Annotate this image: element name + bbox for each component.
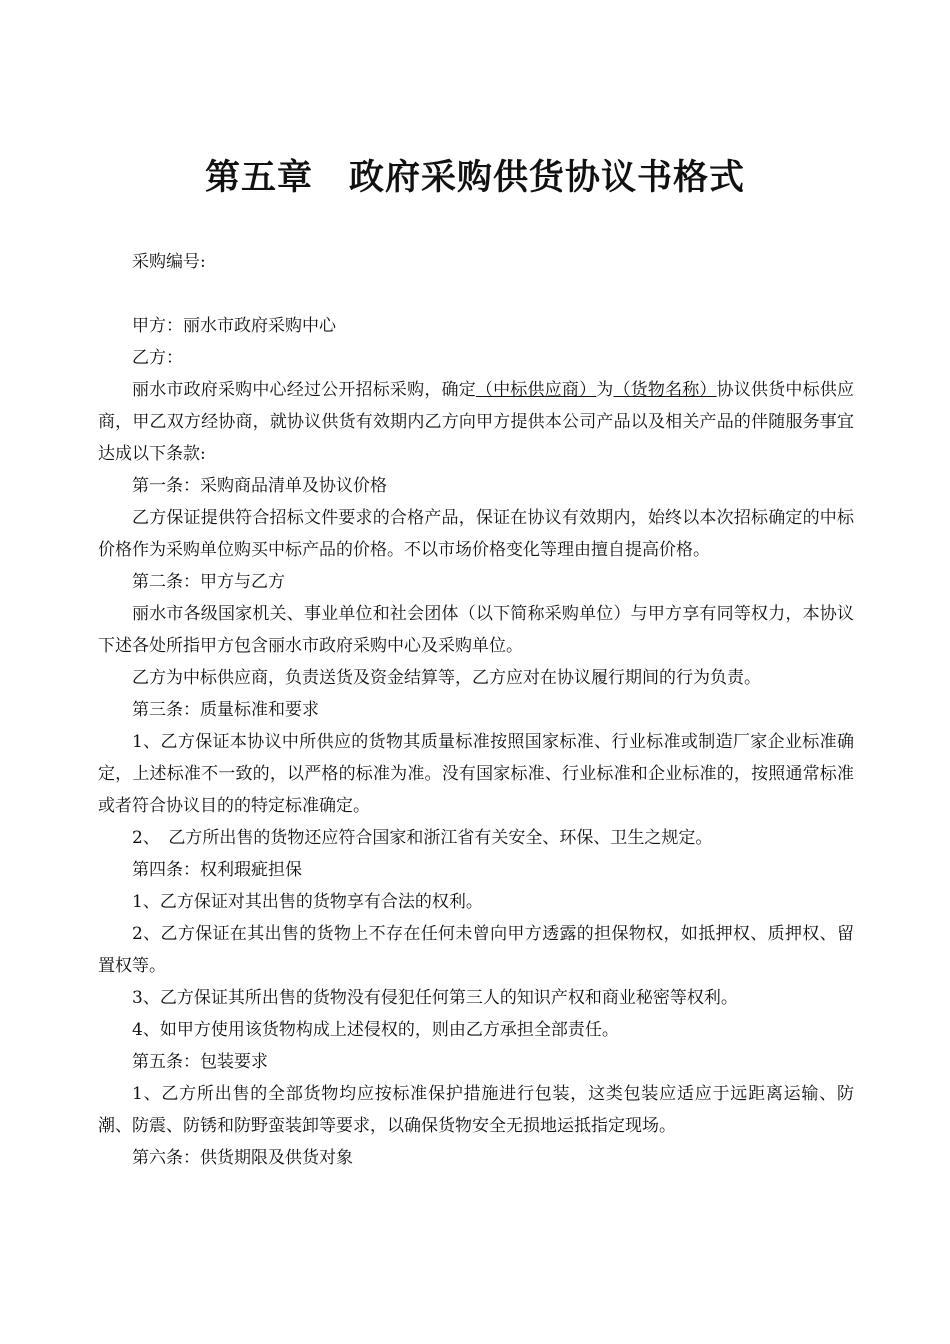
document-body [98,246,854,1174]
supplier-placeholder: （中标供应商） [475,380,597,400]
article-2-heading: 第二条：甲方与乙方 [132,572,285,592]
article-4-heading: 第四条：权利瑕疵担保 [132,860,302,880]
article-3-paragraph-1: 1、乙方保证本协议中所供应的货物其质量标准按照国家标准、行业标准或制造厂家企业标准确定，上述标准不一致的，以严格的标准为准。没有国家标准、行业标准和企业标准的，按照通常标准或者符合协议目的的特定标准确定。 [98,732,854,816]
intro-text-1: 丽水市政府采购中心经过公开招标采购，确定 [132,380,476,400]
article-4-paragraph-3: 3、乙方保证其所出售的货物没有侵犯任何第三人的知识产权和商业秘密等权利。 [132,988,738,1008]
party-a-line: 甲方：丽水市政府采购中心 [132,316,336,336]
article-5-paragraph-1: 1、乙方所出售的全部货物均应按标准保护措施进行包装，这类包装应适应于远距离运输、防潮、防震、防锈和防野蛮装卸等要求，以确保货物安全无损地运抵指定现场。 [98,1084,854,1136]
intro-text-2: 为 [596,380,614,400]
article-1-paragraph: 乙方保证提供符合招标文件要求的合格产品，保证在协议有效期内，始终以本次招标确定的中标价格作为采购单位购买中标产品的价格。不以市场价格变化等理由擅自提高价格。 [98,508,854,560]
purchase-number-label: 采购编号: [132,252,206,272]
article-2-paragraph-1: 丽水市各级国家机关、事业单位和社会团体（以下简称采购单位）与甲方享有同等权力，本协议下述各处所指甲方包含丽水市政府采购中心及采购单位。 [98,604,854,656]
article-5-heading: 第五条：包装要求 [132,1052,268,1072]
article-4-paragraph-4: 4、如甲方使用该货物构成上述侵权的，则由乙方承担全部责任。 [132,1020,619,1040]
document-title: 第五章 政府采购供货协议书格式 [204,158,745,198]
goods-placeholder: （货物名称） [613,380,717,400]
article-3-heading: 第三条：质量标准和要求 [132,700,319,720]
article-4-paragraph-1: 1、乙方保证对其出售的货物享有合法的权利。 [132,892,483,912]
article-1-heading: 第一条：采购商品清单及协议价格 [132,476,387,496]
intro-text-3: 协议供货中标供应商，甲乙双方经协商，就协议供货有效期内乙方向甲方提供本公司产品以及相关产品的伴随服务事宜达成以下条款: [98,380,855,464]
article-4-paragraph-2: 2、乙方保证在其出售的货物上不存在任何未曾向甲方透露的担保物权，如抵押权、质押权、留置权等。 [98,924,854,976]
article-6-heading: 第六条：供货期限及供货对象 [132,1148,353,1168]
intro-paragraph [98,374,854,470]
article-2-paragraph-2: 乙方为中标供应商，负责送货及资金结算等，乙方应对在协议履行期间的行为负责。 [132,668,761,688]
article-3-paragraph-2: 2、 乙方所出售的货物还应符合国家和浙江省有关安全、环保、卫生之规定。 [132,828,713,848]
blank-line [98,278,854,310]
party-b-line: 乙方： [132,348,183,368]
